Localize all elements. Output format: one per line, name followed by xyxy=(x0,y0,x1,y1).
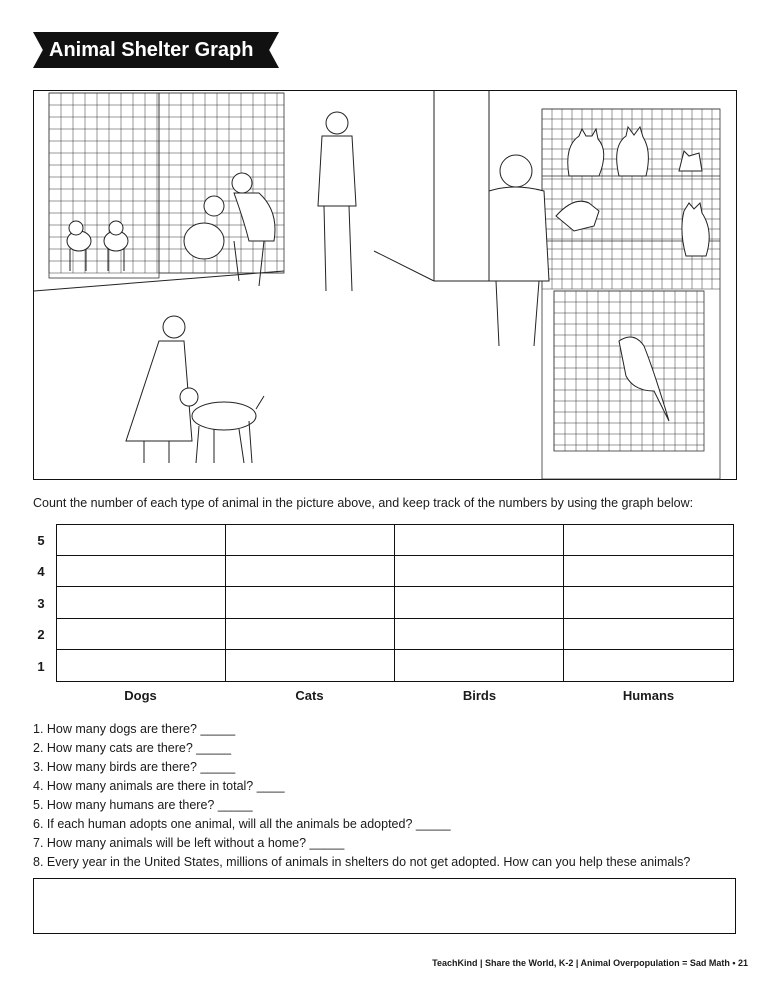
graph-cell[interactable] xyxy=(57,587,226,618)
cat-icon xyxy=(617,127,649,176)
graph-row-label: 2 xyxy=(37,627,45,642)
graph-cell[interactable] xyxy=(395,587,564,618)
graph-cell[interactable] xyxy=(395,619,564,650)
question-list xyxy=(33,720,690,872)
graph-cell[interactable] xyxy=(395,556,564,587)
person-icon xyxy=(489,155,549,346)
cat-icon xyxy=(682,203,709,256)
graph-row-label: 4 xyxy=(37,564,45,579)
question-item: 3. How many birds are there? _____ xyxy=(33,760,236,774)
question-item: 1. How many dogs are there? _____ xyxy=(33,722,236,736)
graph-cell[interactable] xyxy=(226,587,395,618)
page-footer: TeachKind | Share the World, K-2 | Animal Overpopulation = Sad Math • 21 xyxy=(432,958,748,968)
graph-row-label: 1 xyxy=(37,659,45,674)
graph-column-label-humans: Humans xyxy=(622,688,675,703)
cat-icon xyxy=(679,151,702,171)
cat-icon xyxy=(556,201,599,231)
graph-cell[interactable] xyxy=(564,556,733,587)
graph-cell[interactable] xyxy=(395,525,564,556)
graph-cell[interactable] xyxy=(57,556,226,587)
graph-cell[interactable] xyxy=(395,650,564,681)
person-icon xyxy=(126,316,192,463)
graph-cell[interactable] xyxy=(564,619,733,650)
graph-cell[interactable] xyxy=(57,525,226,556)
question-item: 5. How many humans are there? _____ xyxy=(33,798,253,812)
graph-cell[interactable] xyxy=(226,525,395,556)
dog-icon xyxy=(184,196,224,259)
question-item: 7. How many animals will be left without a home? _____ xyxy=(33,836,345,850)
graph-cell[interactable] xyxy=(564,525,733,556)
graph-cell[interactable] xyxy=(564,650,733,681)
person-icon xyxy=(232,173,275,286)
graph-column-label-dogs: Dogs xyxy=(124,688,157,703)
graph-cell[interactable] xyxy=(57,619,226,650)
graph-cell[interactable] xyxy=(226,650,395,681)
person-icon xyxy=(318,112,356,291)
question-item: 2. How many cats are there? _____ xyxy=(33,741,232,755)
graph-row-label: 3 xyxy=(37,596,45,611)
question-item: 8. Every year in the United States, millions of animals in shelters do not get adopted. How can you help these animals? xyxy=(33,855,691,869)
dog-icon xyxy=(180,388,264,463)
question-item: 4. How many animals are there in total? ____ xyxy=(33,779,285,793)
question-item: 6. If each human adopts one animal, will all the animals be adopted? _____ xyxy=(33,817,451,831)
graph-cell[interactable] xyxy=(226,556,395,587)
shelter-illustration xyxy=(33,90,737,480)
tally-graph xyxy=(56,524,734,682)
answer-box[interactable] xyxy=(33,878,736,934)
dog-icon xyxy=(104,221,128,271)
cat-icon xyxy=(568,129,604,176)
graph-column-label-birds: Birds xyxy=(462,688,497,703)
page-title: Animal Shelter Graph xyxy=(49,39,254,61)
graph-column-label-cats: Cats xyxy=(295,688,324,703)
dog-icon xyxy=(67,221,91,271)
graph-cell[interactable] xyxy=(226,619,395,650)
instruction-text: Count the number of each type of animal in the picture above, and keep track of the numbers by using the graph below: xyxy=(33,496,694,510)
graph-cell[interactable] xyxy=(564,587,733,618)
graph-cell[interactable] xyxy=(57,650,226,681)
graph-row-label: 5 xyxy=(37,533,45,548)
